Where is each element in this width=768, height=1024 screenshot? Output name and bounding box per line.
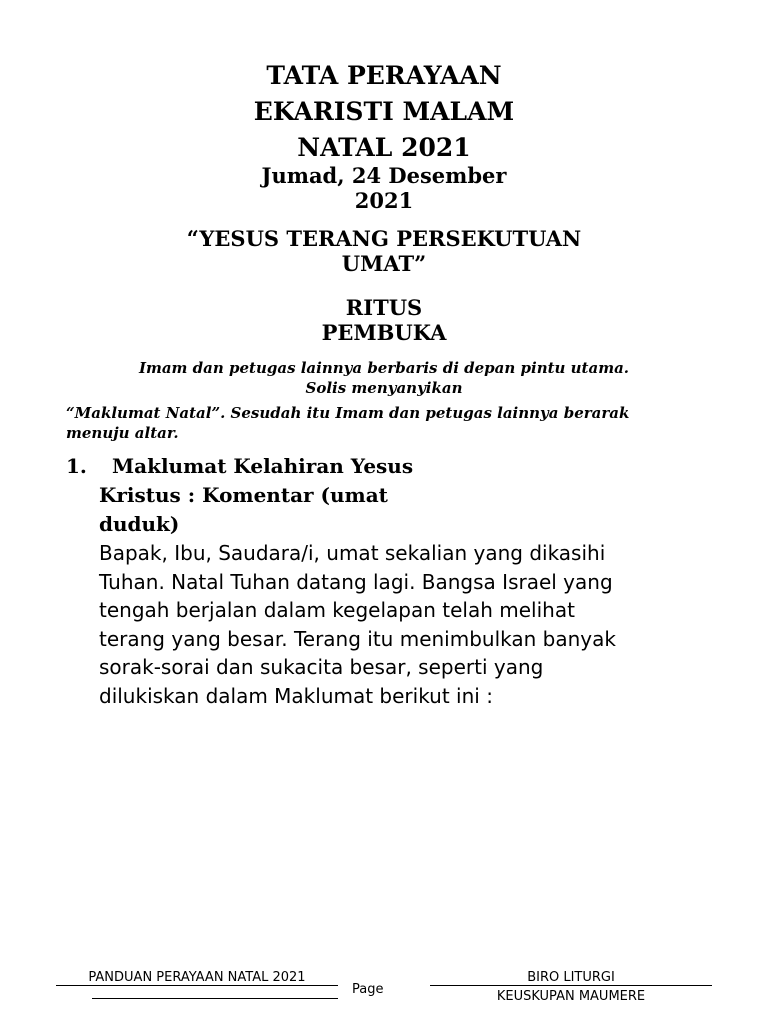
document-title [0, 58, 768, 166]
date-line: Jumad, 24 Desember [261, 163, 507, 188]
date-line: 2021 [354, 188, 414, 213]
document-date [0, 163, 768, 213]
body-line: dilukiskan dalam Maklumat berikut ini : [99, 683, 493, 708]
rubric-line: “Maklumat Natal”. Sesudah itu Imam dan petugas lainnya berarak [66, 404, 630, 422]
footer-right-line2: KEUSKUPAN MAUMERE [496, 989, 646, 1004]
item-heading-line: duduk) [99, 512, 180, 536]
body-line: terang yang besar. Terang itu menimbulkan banyak [99, 626, 616, 651]
footer-right-line1: BIRO LITURGI [527, 970, 615, 985]
section-heading-line: RITUS [345, 295, 423, 320]
rubric-instruction [0, 358, 768, 398]
body-line: sorak-sorai dan sukacita besar, seperti yang [99, 655, 544, 680]
body-line: tengah berjalan dalam kegelapan telah melihat [99, 598, 575, 623]
rubric-line: menuju altar. [66, 424, 179, 442]
section-heading [0, 295, 768, 345]
document-theme [0, 226, 768, 276]
title-line: EKARISTI MALAM [253, 97, 515, 126]
footer-left-text: PANDUAN PERAYAAN NATAL 2021 [56, 970, 338, 986]
item-heading-line: Maklumat Kelahiran Yesus [112, 454, 414, 478]
item-body-text [99, 539, 719, 711]
item-heading [99, 452, 413, 539]
footer-divider [430, 985, 712, 986]
item-heading-line: Kristus : Komentar (umat [99, 483, 388, 507]
body-line: Bapak, Ibu, Saudara/i, umat sekalian yang dikasihi [99, 541, 606, 565]
theme-line: “YESUS TERANG PERSEKUTUAN [186, 226, 582, 251]
theme-line: UMAT” [341, 251, 427, 276]
title-line: NATAL 2021 [297, 133, 471, 162]
section-heading-line: PEMBUKA [321, 320, 447, 345]
body-line: Tuhan. Natal Tuhan datang lagi. Bangsa Israel yang [99, 569, 613, 594]
rubric-line: Solis menyanyikan [305, 379, 463, 397]
rubric-instruction-continued [66, 403, 726, 443]
item-number: 1. [66, 454, 87, 478]
footer-divider [92, 998, 338, 999]
title-line: TATA PERAYAAN [266, 61, 502, 90]
rubric-line: Imam dan petugas lainnya berbaris di depan pintu utama. [138, 359, 630, 377]
footer-page-label: Page [352, 982, 384, 997]
